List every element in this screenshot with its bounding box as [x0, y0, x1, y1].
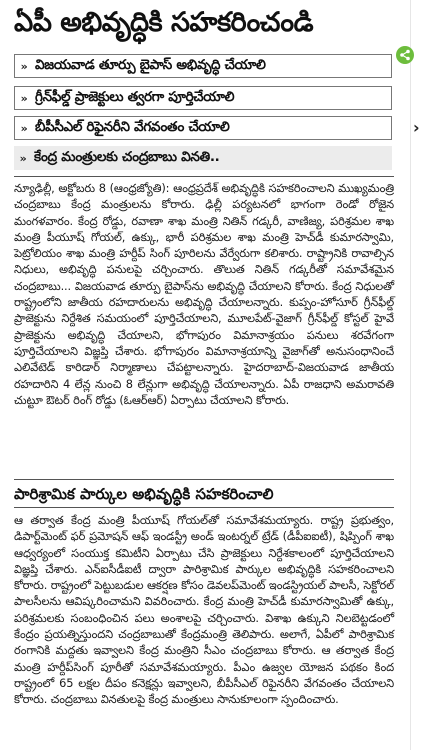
deck-text: విజయవాడ తూర్పు బైపాస్‌ అభివృద్ధి చేయాలి	[35, 56, 266, 73]
chevron-right-icon[interactable]: ›	[413, 118, 420, 137]
double-chevron-icon: »	[19, 151, 27, 165]
deck-line-4	[14, 146, 392, 170]
deck-line-3	[14, 116, 392, 140]
double-chevron-icon: »	[20, 59, 28, 73]
divider	[14, 479, 394, 480]
divider	[14, 176, 394, 177]
double-chevron-icon: »	[20, 91, 28, 105]
subheading: పారిశ్రామిక పార్కుల అభివృద్ధికి సహకరించాలి	[14, 485, 274, 503]
article-body-2: ఆ తర్వాత కేంద్ర మంత్రి పీయూష్‌ గోయల్‌తో సమావేశమయ్యారు. రాష్ట్ర ప్రభుత్వం, డిపార్ట్‌మెంట్‌ ఫర్‌ ప్రమోషన్‌ ఆఫ్‌ ఇండస్ట్రీ అండ్‌ ఇంటర్నల్‌ ట్రేడ్‌ (డీపీఐఐటీ), షిప్పింగ్‌ శాఖ ఆధ్వర్యంలో సంయుక్త కమిటీని ఏర్పాటు చేసి ప్రాజెక్టులు నిర్దేశకాలంలో పూర్తిచేయాలని విజ్ఞప్తి చేశారు. ఎన్‌ఐసీడీఐటీ ద్వారా పారిశ్రామిక పార్కుల అభివృద్ధికి సహకరించాలని కోరారు. రాష్ట్రంలో పెట్టుబడుల ఆకర్షణ కోసం డెవలప్‌మెంట్‌ ఇండస్ట్రియల్‌ పాలసీ, సెక్టోరల్‌ పాలసీలను ఆవిష్కరించామని వివరించారు. కేంద్ర మంత్రి హెచ్‌డీ కుమారస్వామితో ఉక్కు, పరిశ్రమలకు సంబంధించిన పలు అంశాలపై చర్చించారు. విశాఖ ఉక్కుని నిలబెట్టడంలో కేంద్రం ప్రయత్నిస్తుందని చంద్రబాబుతో కేంద్రమంత్రి తెలిపారు. అలాగే, ఏపీలో పారిశ్రామిక రంగానికి మద్దతు ఇవ్వాలని కేంద్ర మంత్రిని సీఎం చంద్రబాబు కోరారు. ఆ తర్వాత కేంద్ర మంత్రి హర్దీప్‌సింగ్‌ పూరీతో సమావేశమయ్యారు. పీఎం ఉజ్వల యోజన పథకం కింద రాష్ట్రంలో 65 లక్షల దీపం కనెక్షన్లు ఇవ్వాలని, బీపీసీఎల్‌ రిఫైనరీని వేగవంతం చేయాలని కోరారు. చంద్రబాబు వినతులపై కేంద్ర మంత్రులు సానుకూలంగా స్పందించారు.	[14, 513, 394, 707]
share-icon[interactable]	[396, 46, 414, 64]
divider	[14, 507, 394, 508]
deck-text: కేంద్ర మంత్రులకు చంద్రబాబు వినతి..	[34, 148, 220, 165]
article-body-1: న్యూఢిల్లీ, అక్టోబరు 8 (ఆంధ్రజ్యోతి): ఆంధ్రప్రదేశ్‌ అభివృద్ధికి సహకరించాలని ముఖ్యమంత్రి చంద్రబాబు కేంద్ర మంత్రులను కోరారు. ఢిల్లీ పర్యటనలో భాగంగా రెండో రోజైన మంగళవారం. కేంద్ర రోడ్డు, రవాణా శాఖ మంత్రి నితిన్‌ గడ్కరీ, వాణిజ్య, పరిశ్రమల శాఖ మంత్రి పీయూష్‌ గోయల్‌, ఉక్కు, భారీ పరిశ్రమల శాఖ మంత్రి హెచ్‌డీ కుమారస్వామి, పెట్రోలియం శాఖ మంత్రి హర్దీప్‌ సింగ్‌ పూరిలను వేర్వేరుగా కలిశారు. రాష్ట్రానికి రావాల్సిన నిధులు, అభివృద్ధి పనులపై చర్చించారు. తొలుత నితిన్‌ గడ్కరీతో సమావేశమైన చంద్రబాబు... విజయవాడ తూర్పు బైపాస్‌ను అభివృద్ధి చేయాలని కోరారు. కేంద్ర నిధులతో రాష్ట్రంలోని జాతీయ రహదారులను అభివృద్ధి చేయాలన్నారు. కుప్పం-హోసూర్‌ గ్రీన్‌ఫీల్డ్‌ ప్రాజెక్టును నిర్దేశిత సమయంలో పూర్తిచేయాలని, మూలపేట్‌-వైజాగ్‌ గ్రీన్‌ఫీల్డ్‌ కోస్టల్‌ హైవే ప్రాజెక్టును అభివృద్ధి చేయాలని, భోగాపురం విమానాశ్రయం పనులు శరవేగంగా పూర్తిచేయాలని విజ్ఞప్తి చేశారు. భోగాపురం విమానాశ్రయాన్ని వైజాగ్‌తో అనుసంధానించే ఎలివేటెడ్‌ కారిడార్‌ నిర్మాణాలు చేపట్టాలన్నారు. హైదరాబాద్‌-విజయవాడ జాతీయ రహదారిని 4 లేన్ల నుంచి 8 లేన్లుగా అభివృద్ధి చేయాలన్నారు. ఏపీ రాజధాని అమరావతి చుట్టూ ఔటర్‌ రింగ్‌ రోడ్డు (ఓఆర్‌ఆర్‌) ఏర్పాటు చేయాలని కోరారు.	[14, 181, 394, 407]
deck-line-2	[14, 86, 392, 110]
double-chevron-icon: »	[20, 121, 28, 135]
headline: ఏపీ అభివృద్ధికి సహకరించండి	[14, 7, 314, 38]
deck-line-1	[14, 54, 392, 78]
deck-text: బీపీసీఎల్‌ రిఫైనరీని వేగవంతం చేయాలి	[35, 118, 230, 135]
deck-text: గ్రీన్‌ఫీల్డ్‌ ప్రాజెక్టులు త్వరగా పూర్తిచేయాలి	[35, 88, 235, 105]
